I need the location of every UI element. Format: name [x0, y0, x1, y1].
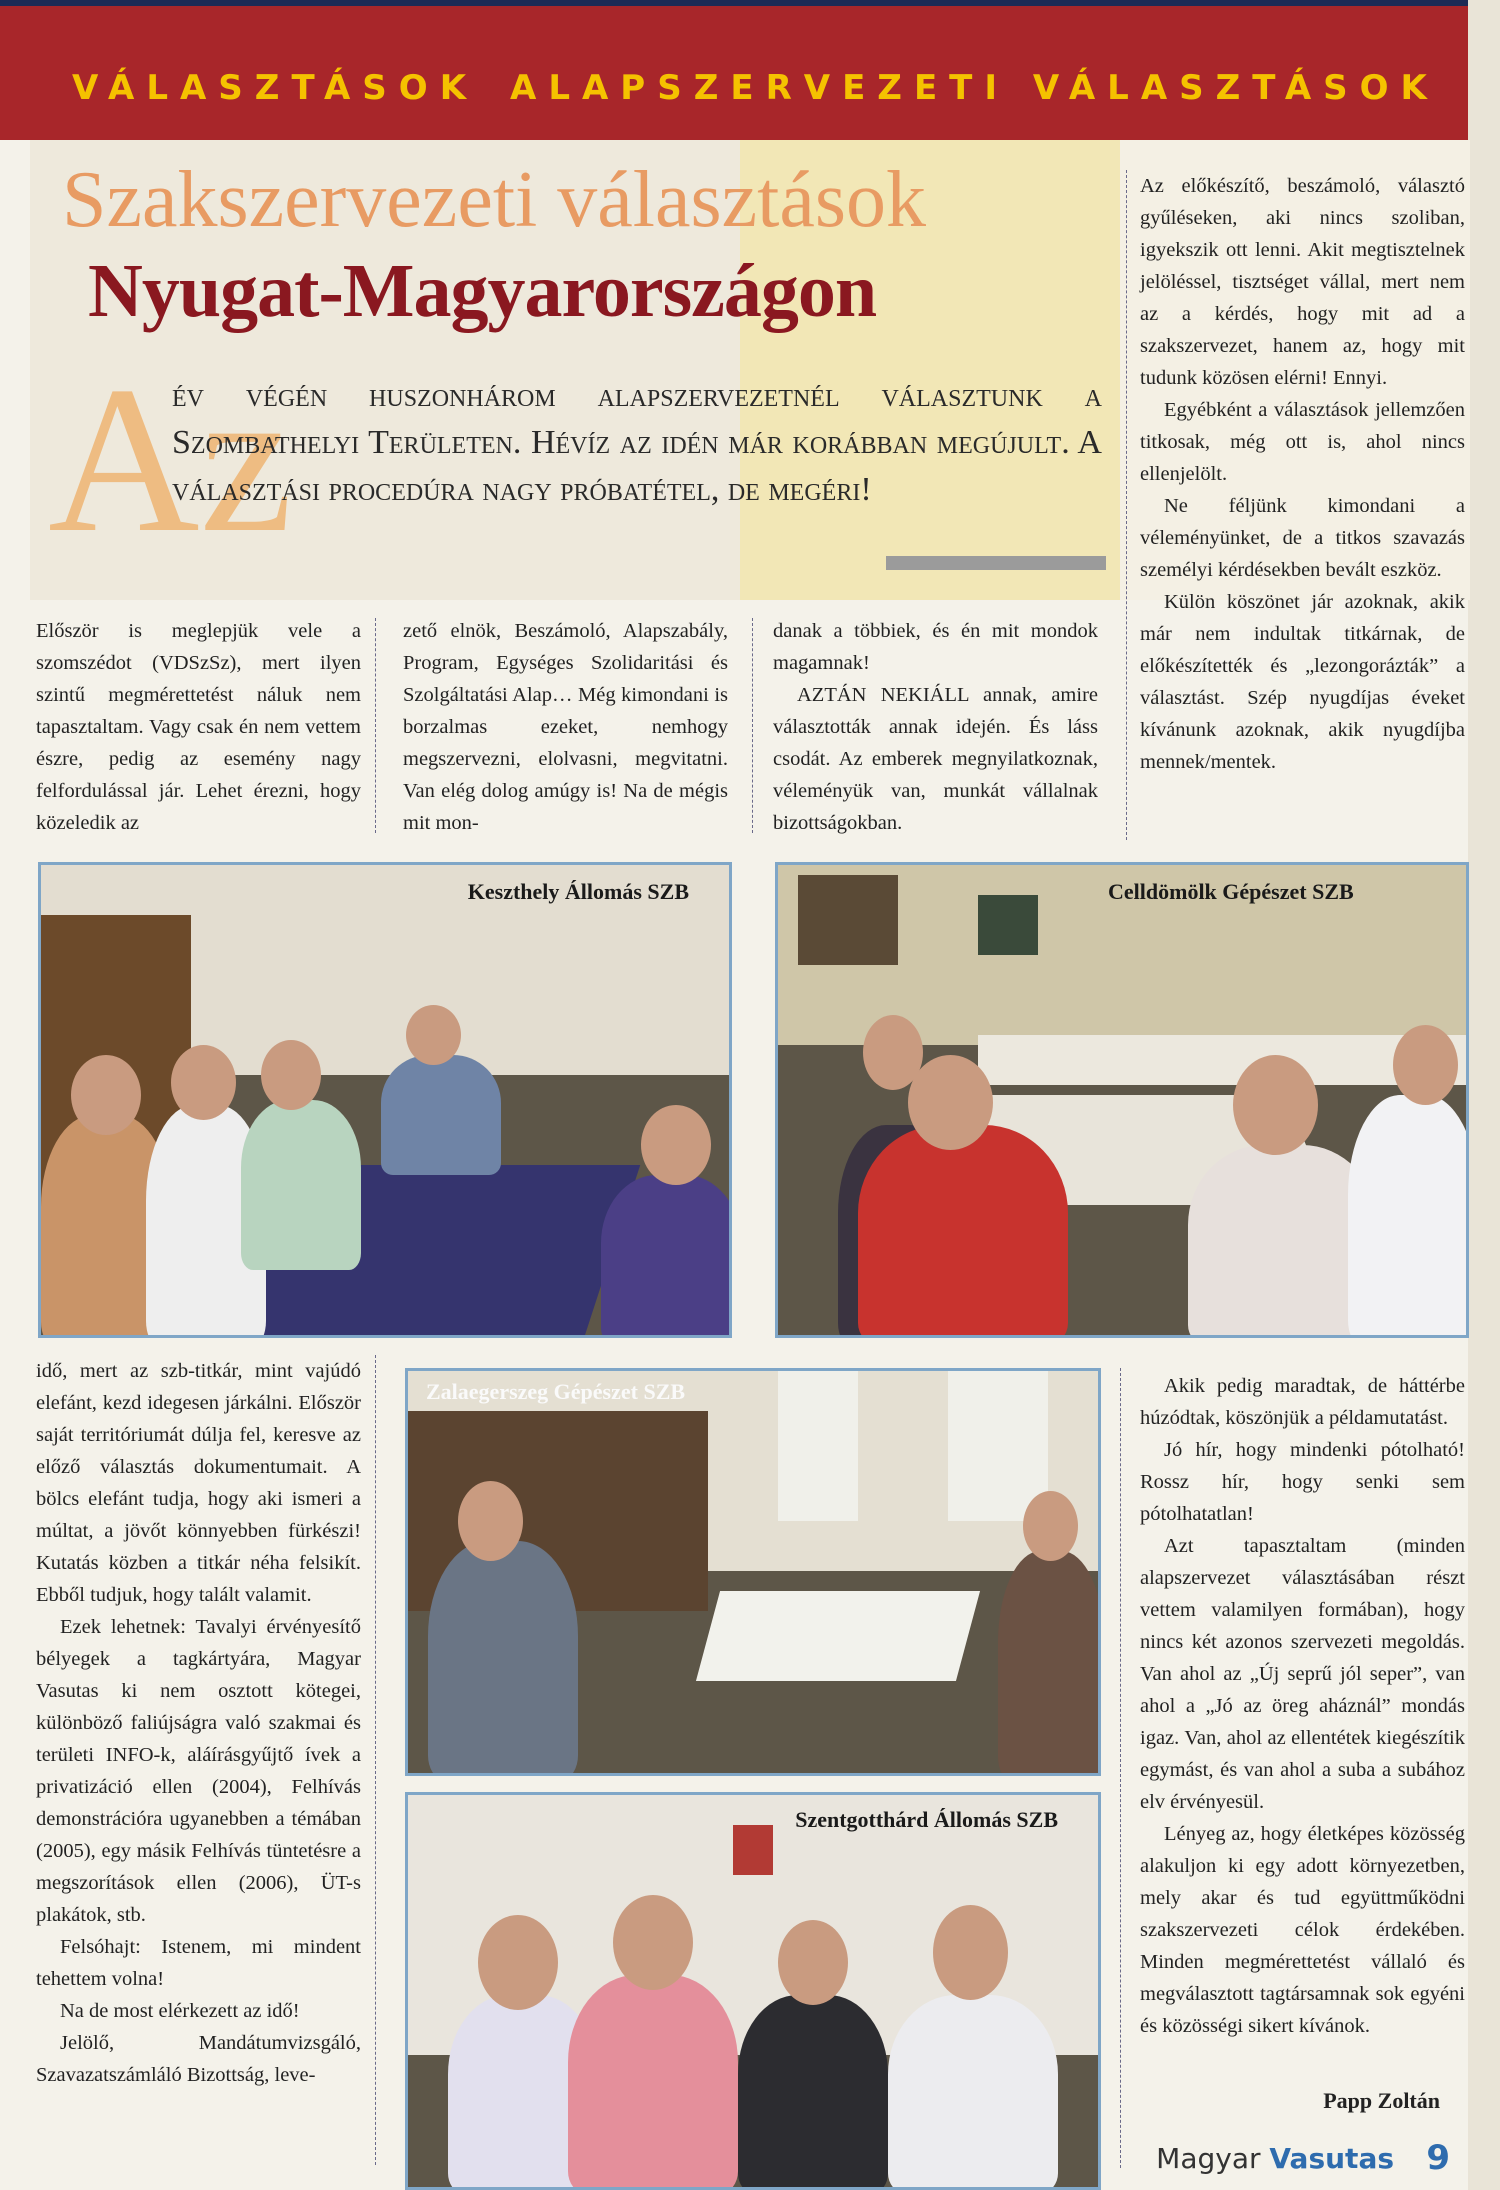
photo-person-head	[261, 1040, 321, 1110]
magazine-name-main: Vasutas	[1269, 2142, 1394, 2175]
photo-person-head	[1233, 1055, 1318, 1155]
column-4-bottom	[1140, 1370, 1465, 2042]
paragraph: Egyébként a választások jellemzően titkosak, még ott is, ahol nincs ellenjelölt.	[1140, 399, 1465, 485]
paragraph: Külön köszönet jár azoknak, akik már nem indultak titkárnak, de előkészítették és „lezongorázták” a választást. Szép nyugdíjas éveket kívánunk azoknak, akik nyugdíjba mennek/mentek.	[1140, 591, 1465, 773]
photo-caption: Szentgotthárd Állomás SZB	[795, 1807, 1058, 1832]
photo-window	[778, 1371, 858, 1521]
photo-person	[381, 1055, 501, 1175]
photo-person	[998, 1551, 1101, 1776]
photo-keszthely	[38, 862, 732, 1338]
section-label: VÁLASZTÁSOK	[72, 68, 479, 108]
column-3-top	[773, 615, 1098, 839]
photo-person-head	[71, 1055, 141, 1135]
photo-caption: Celldömölk Gépészet SZB	[1108, 879, 1354, 904]
section-subtitle: ALAPSZERVEZETI VÁLASZTÁSOK	[510, 68, 1439, 108]
column-rule	[375, 618, 376, 833]
photo-person	[601, 1175, 732, 1338]
photo-board	[798, 875, 898, 965]
paragraph: zető elnök, Beszámoló, Alapszabály, Program, Egységes Szolidaritási és Szolgáltatási Alap… Még kimondani is borzalmas ezeket, nemhogy megszervezni, elolvasni, megvitatni. Van elég dolog amúgy is! Na de mégis mit mon-	[403, 620, 728, 834]
photo-person-head	[406, 1005, 461, 1065]
paragraph: Ezek lehetnek: Tavalyi érvényesítő bélyegek a tagkártyára, Magyar Vasutas ki nem osztott kötegei, különböző faliújságra való szakmai és területi INFO-k, aláírásgyűjtő ívek a privatizáció ellen (2004), Felhívás demonstrációra ugyanebben a témában (2005), egy másik Felhívás tüntetésre a megszorítások ellen (2006), ÜT-s plakátok, stb.	[36, 1616, 361, 1926]
photo-person-head	[778, 1920, 848, 2005]
photo-person	[241, 1100, 361, 1270]
photo-caption: Zalaegerszeg Gépészet SZB	[426, 1379, 686, 1404]
paragraph: Az előkészítő, beszámoló, választó gyűléseken, aki nincs szoliban, igyekszik ott lenni. Akit megtisztelnek jelöléssel, tisztséget vállal, mert nem az a kérdés, hogy mit ad a szakszervezet, hanem az, hogy mit tudunk közösen elérni! Ennyi.	[1140, 175, 1465, 389]
paragraph: Ne féljünk kimondani a véleményünket, de a titkos szavazás személyi kérdésekben bevált eszköz.	[1140, 495, 1465, 581]
photo-caption: Keszthely Állomás SZB	[467, 879, 689, 904]
column-4-top	[1140, 170, 1465, 778]
photo-person	[738, 1995, 888, 2190]
article-title-line1: Szakszervezeti választások	[62, 156, 927, 244]
photo-person-head	[1393, 1025, 1458, 1105]
photo-person-head	[458, 1481, 523, 1561]
column-1-bottom	[36, 1355, 361, 2091]
photo-zalaegerszeg	[405, 1368, 1101, 1776]
paragraph: Felsóhajt: Istenem, mi mindent tehettem volna!	[36, 1936, 361, 1990]
column-2-top	[403, 615, 728, 839]
paragraph: Akik pedig maradtak, de háttérbe húzódtak, köszönjük a példamutatást.	[1140, 1375, 1465, 1429]
paragraph: AZTÁN NEKIÁLL annak, amire választották annak idején. És láss csodát. Az emberek megnyilatkoznak, véleményük van, munkát vállalnak bizottságokban.	[773, 684, 1098, 834]
article-title-line2: Nyugat-Magyarországon	[88, 249, 877, 333]
photo-person-head	[478, 1915, 558, 2010]
page-number: 9	[1426, 2138, 1450, 2178]
section-header-band	[0, 0, 1468, 140]
column-1-top	[36, 615, 361, 839]
photo-person	[568, 1975, 738, 2190]
article-lead: év végén huszonhárom alapszervezetnél választunk a Szombathelyi Területen. Hévíz az idén már korábban megújult. A választási procedúra nagy próbatétel, de megéri!	[172, 377, 1102, 508]
photo-person-head	[613, 1895, 693, 1990]
photo-person-head	[933, 1905, 1008, 2000]
photo-person	[888, 1995, 1058, 2190]
article-author: Papp Zoltán	[1323, 2088, 1440, 2113]
photo-person-head	[1023, 1491, 1078, 1561]
paragraph: idő, mert az szb-titkár, mint vajúdó elefánt, kezd idegesen járkálni. Először saját territóriumát dúlja fel, keresve az előző választás dokumentumait. A bölcs elefánt tudja, hogy aki ismeri a múltat, a jövőt könnyebben fürkészi! Kutatás közben a titkár néha felsikít. Ebből tudjuk, hogy talált valamit.	[36, 1360, 361, 1606]
paragraph: Na de most elérkezett az idő!	[60, 2000, 300, 2022]
drop-cap: Az	[48, 344, 293, 576]
paragraph: Azt tapasztaltam (minden alapszervezet választásában részt vettem valamilyen formában), hogy nincs két azonos szervezeti megoldás. Van ahol az „Új seprű jól seper”, van ahol a „Jó az öreg aháznál” mondás igaz. Van, ahol az ellentétek kiegészítik egymást, és van ahol a suba a subához elv érvényesül.	[1140, 1535, 1465, 1813]
paragraph: danak a többiek, és én mit mondok magamnak!	[773, 620, 1098, 674]
photo-person	[1348, 1095, 1469, 1338]
page-spine	[1468, 0, 1500, 2190]
photo-person	[428, 1541, 578, 1776]
photo-celldomolk	[775, 862, 1469, 1338]
photo-person-head	[908, 1055, 993, 1150]
photo-poster	[733, 1825, 773, 1875]
photo-person-head	[641, 1105, 711, 1185]
column-rule	[1126, 170, 1127, 840]
paragraph: Lényeg az, hogy életképes közösség alakuljon ki egy adott környezetben, mely akar és tud együttműködni szakszervezeti célok érdekében. Minden megmérettetést vállaló és megválasztott tagtársamnak sok egyéni és közösségi sikert kívánok.	[1140, 1823, 1465, 2037]
lead-end-rule	[886, 556, 1106, 570]
magazine-name	[1156, 2142, 1394, 2175]
column-rule	[375, 1355, 376, 2165]
column-rule	[1120, 1368, 1121, 2168]
paragraph: Először is meglepjük vele a szomszédot (VDSzSz), mert ilyen szintű megmérettetést náluk nem tapasztaltam. Vagy csak én nem vettem észre, pedig az esemény nagy felfordulással jár. Lehet érezni, hogy közeledik az	[36, 620, 361, 834]
magazine-name-prefix: Magyar	[1156, 2142, 1261, 2175]
photo-board	[978, 895, 1038, 955]
paragraph: Jó hír, hogy mindenki pótolható! Rossz hír, hogy senki sem pótolhatatlan!	[1140, 1439, 1465, 1525]
photo-person-head	[171, 1045, 236, 1120]
column-rule	[752, 618, 753, 833]
photo-table	[696, 1591, 980, 1681]
photo-person	[858, 1125, 1068, 1338]
paragraph: Jelölő, Mandátumvizsgáló, Szavazatszámláló Bizottság, leve-	[36, 2032, 361, 2086]
photo-szentgotthard	[405, 1792, 1101, 2190]
